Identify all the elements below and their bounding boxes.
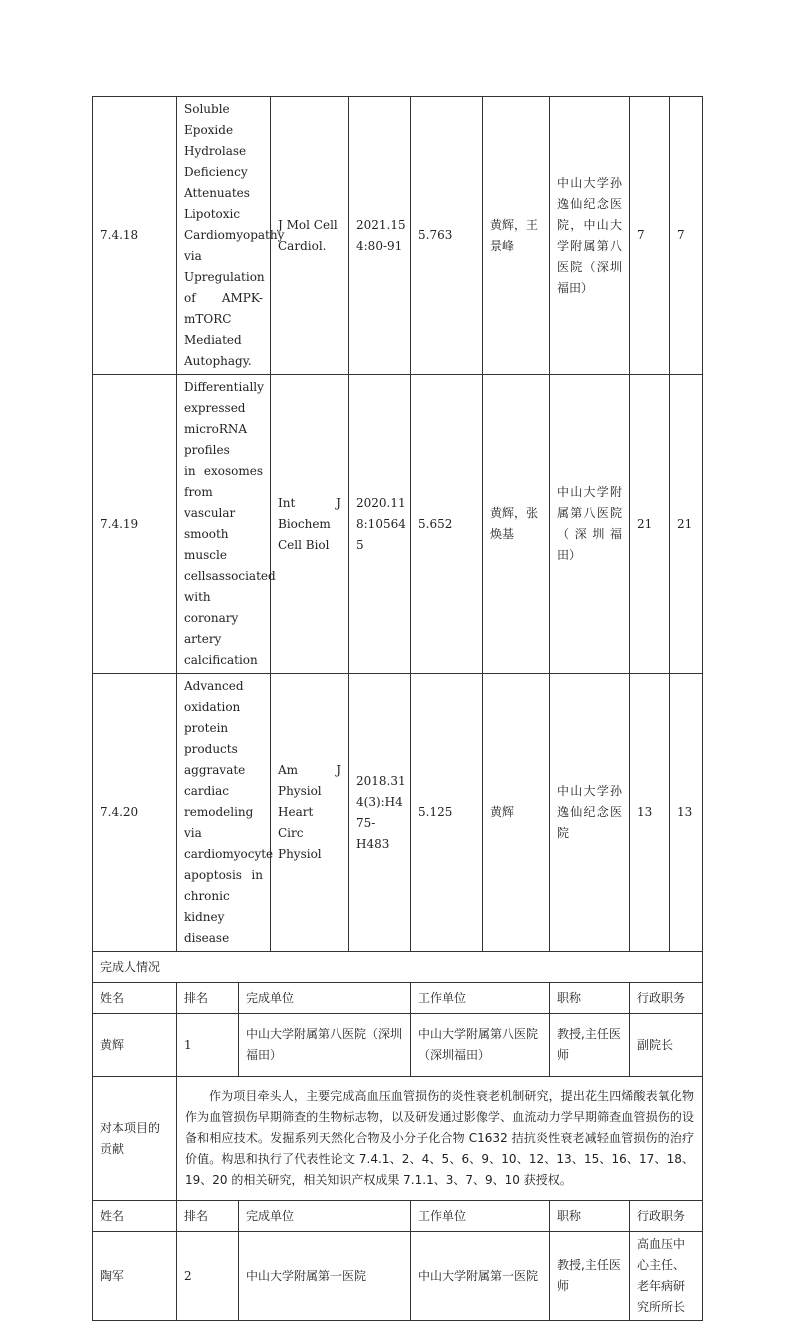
header-title: 职称 <box>550 983 630 1014</box>
paper-authors: 黄辉，张焕基 <box>483 375 550 674</box>
impact-factor: 5.125 <box>411 674 483 952</box>
publication-year: 2018.31 4(3):H4 75-H483 <box>349 674 411 952</box>
paper-number: 7.4.19 <box>93 375 177 674</box>
person-work: 中山大学附属第八医院（深圳福田） <box>411 1014 550 1077</box>
journal-name: Int J Biochem Cell Biol <box>271 375 349 674</box>
person-header-row <box>93 1201 703 1232</box>
paper-row <box>93 674 703 952</box>
publication-year: 2021.15 4:80-91 <box>349 97 411 375</box>
person-name: 陶军 <box>93 1232 177 1321</box>
header-org: 完成单位 <box>239 983 411 1014</box>
person-row <box>93 1014 703 1077</box>
paper-title: Advanced oxidation protein products aggravate cardiac remodeling via cardiomyocyte apoptosis in chronic kidney disease <box>177 674 271 952</box>
journal-name: J Mol Cell Cardiol. <box>271 97 349 375</box>
document-page <box>92 96 702 1321</box>
person-name: 黄辉 <box>93 1014 177 1077</box>
person-admin: 高血压中心主任、老年病研究所所长 <box>630 1232 703 1321</box>
citation-count-other: 7 <box>670 97 703 375</box>
paper-title: Differentially expressed microRNA profiles in exosomes from vascular smooth muscle cellsassociated with coronary artery calcification <box>177 375 271 674</box>
journal-name: Am J Physiol Heart Circ Physiol <box>271 674 349 952</box>
paper-authors: 黄辉 <box>483 674 550 952</box>
person-title: 教授,主任医师 <box>550 1014 630 1077</box>
person-rank: 1 <box>177 1014 239 1077</box>
person-title: 教授,主任医师 <box>550 1232 630 1321</box>
citation-count-other: 21 <box>670 375 703 674</box>
paper-row <box>93 97 703 375</box>
paper-row <box>93 375 703 674</box>
citation-count: 21 <box>630 375 670 674</box>
header-name: 姓名 <box>93 1201 177 1232</box>
person-org: 中山大学附属第八医院（深圳福田） <box>239 1014 411 1077</box>
header-admin: 行政职务 <box>630 983 703 1014</box>
paper-number: 7.4.20 <box>93 674 177 952</box>
header-org: 完成单位 <box>239 1201 411 1232</box>
section-title: 完成人情况 <box>93 952 703 983</box>
paper-number: 7.4.18 <box>93 97 177 375</box>
citation-count: 7 <box>630 97 670 375</box>
header-work: 工作单位 <box>411 983 550 1014</box>
header-rank: 排名 <box>177 983 239 1014</box>
header-title: 职称 <box>550 1201 630 1232</box>
paper-unit: 中山大学附属第八医院（深圳福田） <box>550 375 630 674</box>
header-name: 姓名 <box>93 983 177 1014</box>
citation-count-other: 13 <box>670 674 703 952</box>
paper-unit: 中山大学孙逸仙纪念医院 <box>550 674 630 952</box>
impact-factor: 5.652 <box>411 375 483 674</box>
person-org: 中山大学附属第一医院 <box>239 1232 411 1321</box>
contribution-text: 作为项目牵头人，主要完成高血压血管损伤的炎性衰老机制研究，提出花生四烯酸表氧化物作为血管损伤早期筛查的生物标志物，以及研发通过影像学、血流动力学早期筛查血管损伤的设备和相应技术。发掘系列天然化合物及小分子化合物 C1632 拮抗炎性衰老减轻血管损伤的治疗价值。构思和执行了代表性论文 7.4.1、2、4、5、6、9、10、12、13、15、16、17、18、19、20 的相关研究，相关知识产权成果 7.1.1、3、7、9、10 获授权。 <box>185 1089 695 1187</box>
citation-count: 13 <box>630 674 670 952</box>
achievement-table <box>92 96 703 1321</box>
paper-title: Soluble Epoxide Hydrolase Deficiency Attenuates Lipotoxic Cardiomyopathy via Upregulation of AMPK-mTORC Mediated Autophagy. <box>177 97 271 375</box>
person-row <box>93 1232 703 1321</box>
section-row <box>93 952 703 983</box>
header-work: 工作单位 <box>411 1201 550 1232</box>
person-admin: 副院长 <box>630 1014 703 1077</box>
paper-authors: 黄辉，王景峰 <box>483 97 550 375</box>
paper-unit: 中山大学孙逸仙纪念医院，中山大学附属第八医院（深圳福田） <box>550 97 630 375</box>
contribution-row <box>93 1077 703 1201</box>
person-rank: 2 <box>177 1232 239 1321</box>
contribution-cell <box>177 1077 703 1201</box>
publication-year: 2020.11 8:10564 5 <box>349 375 411 674</box>
person-header-row <box>93 983 703 1014</box>
header-rank: 排名 <box>177 1201 239 1232</box>
impact-factor: 5.763 <box>411 97 483 375</box>
contribution-label: 对本项目的贡献 <box>93 1077 177 1201</box>
header-admin: 行政职务 <box>630 1201 703 1232</box>
person-work: 中山大学附属第一医院 <box>411 1232 550 1321</box>
